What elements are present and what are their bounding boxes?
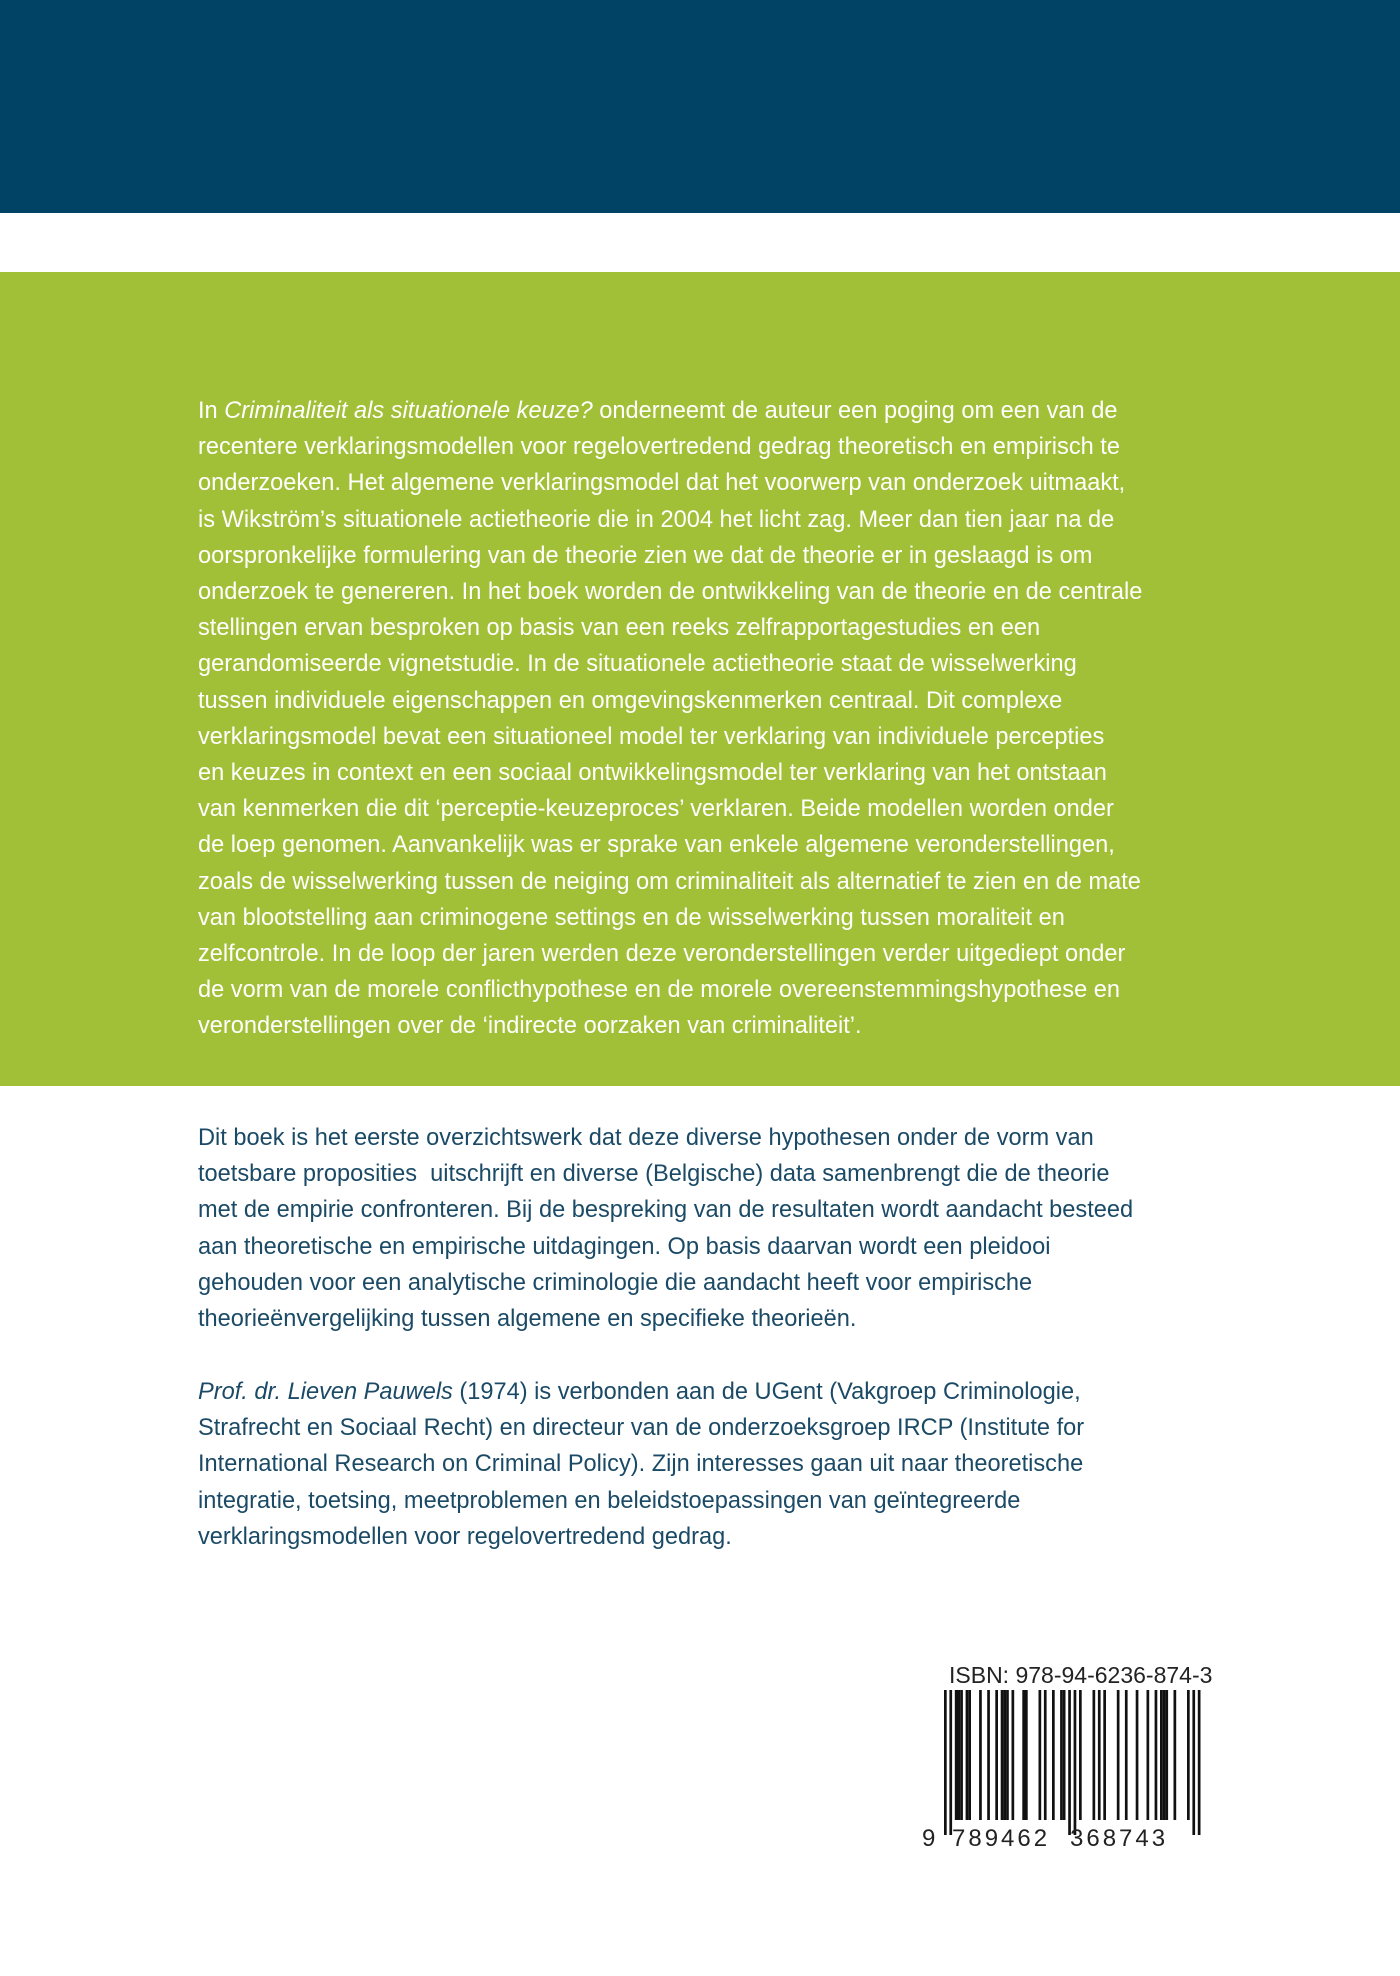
bio-line: Prof. dr. Lieven Pauwels (1974) is verbonden aan de UGent (Vakgroep Criminologie, <box>198 1379 1081 1405</box>
book-title: Criminaliteit als situationele keuze? <box>224 398 593 424</box>
barcode-bar <box>944 1690 947 1835</box>
barcode-bar <box>1052 1690 1055 1820</box>
barcode-bar <box>1044 1690 1047 1820</box>
barcode-bar <box>1093 1690 1096 1820</box>
barcode-bar <box>979 1690 982 1820</box>
barcode-bar <box>1039 1690 1042 1820</box>
intro-line: de loep genomen. Aanvankelijk was er sprake van enkele algemene veronderstellingen, <box>198 832 1115 859</box>
barcode-bar <box>1160 1690 1163 1820</box>
barcode-digit-first: 9 <box>922 1825 936 1850</box>
intro-line: gerandomiseerde vignetstudie. In de situationele actietheorie staat de wisselwerking <box>198 651 1077 678</box>
isbn-label: ISBN: 978-94-6236-874-3 <box>949 1662 1213 1688</box>
barcode-bar <box>966 1690 969 1820</box>
barcode-bar <box>1074 1690 1077 1835</box>
intro-line: onderzoeken. Het algemene verklaringsmodel dat het voorwerp van onderzoek uitmaakt, <box>198 470 1126 497</box>
barcode-bar <box>1098 1690 1101 1820</box>
intro-line: onderzoek te genereren. In het boek worden de ontwikkeling van de theorie en de centrale <box>198 579 1143 606</box>
intro-line: is Wikström’s situationele actietheorie die in 2004 het licht zag. Meer dan tien jaar na de <box>198 506 1115 533</box>
barcode-bar <box>1165 1690 1168 1820</box>
intro-paragraph <box>198 393 1238 1045</box>
intro-line: tussen individuele eigenschappen en omgevingskenmerken centraal. Dit complexe <box>198 687 1063 714</box>
overview-line: gehouden voor een analytische criminologie die aandacht heeft voor empirische <box>198 1269 1033 1296</box>
barcode-bar <box>1079 1690 1082 1820</box>
bio-line: integratie, toetsing, meetproblemen en beleidstoepassingen van geïntegreerde <box>198 1487 1021 1514</box>
bio-line: verklaringsmodellen voor regelovertredend gedrag. <box>198 1523 732 1550</box>
barcode-bar <box>1006 1690 1009 1820</box>
intro-line: verklaringsmodel bevat een situationeel model ter verklaring van individuele percepties <box>198 723 1105 750</box>
barcode-bar <box>1012 1690 1015 1820</box>
intro-line: van kenmerken die dit ‘perceptie-keuzeproces’ verklaren. Beide modellen worden onder <box>198 796 1114 823</box>
barcode-bar <box>1103 1690 1106 1820</box>
barcode-bar <box>1187 1690 1190 1820</box>
intro-line: en keuzes in context en een sociaal ontwikkelingsmodel ter verklaring van het ontstaan <box>198 760 1107 787</box>
barcode-bar <box>960 1690 963 1820</box>
top-color-band <box>0 0 1400 213</box>
overview-line: toetsbare proposities uitschrijft en diverse (Belgische) data samenbrengt die de theorie <box>198 1161 1110 1188</box>
barcode-bar <box>1003 1690 1006 1820</box>
barcode-bar <box>958 1690 961 1820</box>
barcode-bar <box>949 1690 952 1835</box>
barcode-bar <box>1022 1690 1025 1820</box>
barcode-bar <box>1068 1690 1071 1835</box>
intro-line: zelfcontrole. In de loop der jaren werden deze veronderstellingen verder uitgediept onder <box>198 941 1126 968</box>
barcode-bar <box>968 1690 971 1820</box>
bio-line: International Research on Criminal Policy). Zijn interesses gaan uit naar theoretische <box>198 1451 1084 1478</box>
intro-line: In Criminaliteit als situationele keuze? onderneemt de auteur een poging om een van de <box>198 398 1118 424</box>
overview-paragraph <box>198 1120 1238 1337</box>
barcode-bars <box>944 1690 1201 1835</box>
intro-line: recentere verklaringsmodellen voor regelovertredend gedrag theoretisch en empirisch te <box>198 434 1120 461</box>
barcode-bar <box>1001 1690 1004 1820</box>
barcode <box>920 1690 1210 1850</box>
barcode-bar <box>1174 1690 1177 1820</box>
intro-line: de vorm van de morele conflicthypothese en de morele overeenstemmingshypothese en <box>198 977 1120 1004</box>
barcode-bar <box>1125 1690 1128 1820</box>
author-bio-paragraph <box>198 1374 1238 1555</box>
barcode-bar <box>1117 1690 1120 1820</box>
barcode-bar <box>1198 1690 1201 1835</box>
barcode-bar <box>1025 1690 1028 1820</box>
intro-line: stellingen ervan besproken op basis van een reeks zelfrapportagestudies en een <box>198 615 1041 642</box>
barcode-bar <box>1060 1690 1063 1820</box>
barcode-bar <box>955 1690 958 1820</box>
barcode-bar <box>987 1690 990 1820</box>
barcode-bar <box>1136 1690 1139 1820</box>
barcode-bar <box>1163 1690 1166 1820</box>
barcode-bar <box>1063 1690 1066 1820</box>
bio-line: Strafrecht en Sociaal Recht) en directeur van de onderzoeksgroep IRCP (Institute for <box>198 1415 1085 1442</box>
barcode-bar <box>1192 1690 1195 1835</box>
author-name: Prof. dr. Lieven Pauwels <box>198 1379 453 1405</box>
barcode-digits-left: 789462 <box>952 1825 1051 1850</box>
overview-line: aan theoretische en empirische uitdagingen. Op basis daarvan wordt een pleidooi <box>198 1233 1051 1260</box>
intro-line: veronderstellingen over de ‘indirecte oorzaken van criminaliteit’. <box>198 1013 862 1040</box>
overview-line: Dit boek is het eerste overzichtswerk dat deze diverse hypothesen onder de vorm van <box>198 1125 1094 1151</box>
barcode-bar <box>995 1690 998 1820</box>
barcode-digits-right: 368743 <box>1070 1825 1169 1850</box>
intro-line: oorspronkelijke formulering van de theorie zien we dat de theorie er in geslaagd is om <box>198 542 1093 569</box>
barcode-bar <box>1147 1690 1150 1820</box>
overview-line: theorieënvergelijking tussen algemene en specifieke theorieën. <box>198 1306 857 1333</box>
intro-line: van blootstelling aan criminogene settings en de wisselwerking tussen moraliteit en <box>198 904 1065 931</box>
barcode-bar <box>1155 1690 1158 1820</box>
overview-line: met de empirie confronteren. Bij de bespreking van de resultaten wordt aandacht besteed <box>198 1197 1134 1224</box>
intro-line: zoals de wisselwerking tussen de neiging om criminaliteit als alternatief te zien en de mate <box>198 868 1141 895</box>
